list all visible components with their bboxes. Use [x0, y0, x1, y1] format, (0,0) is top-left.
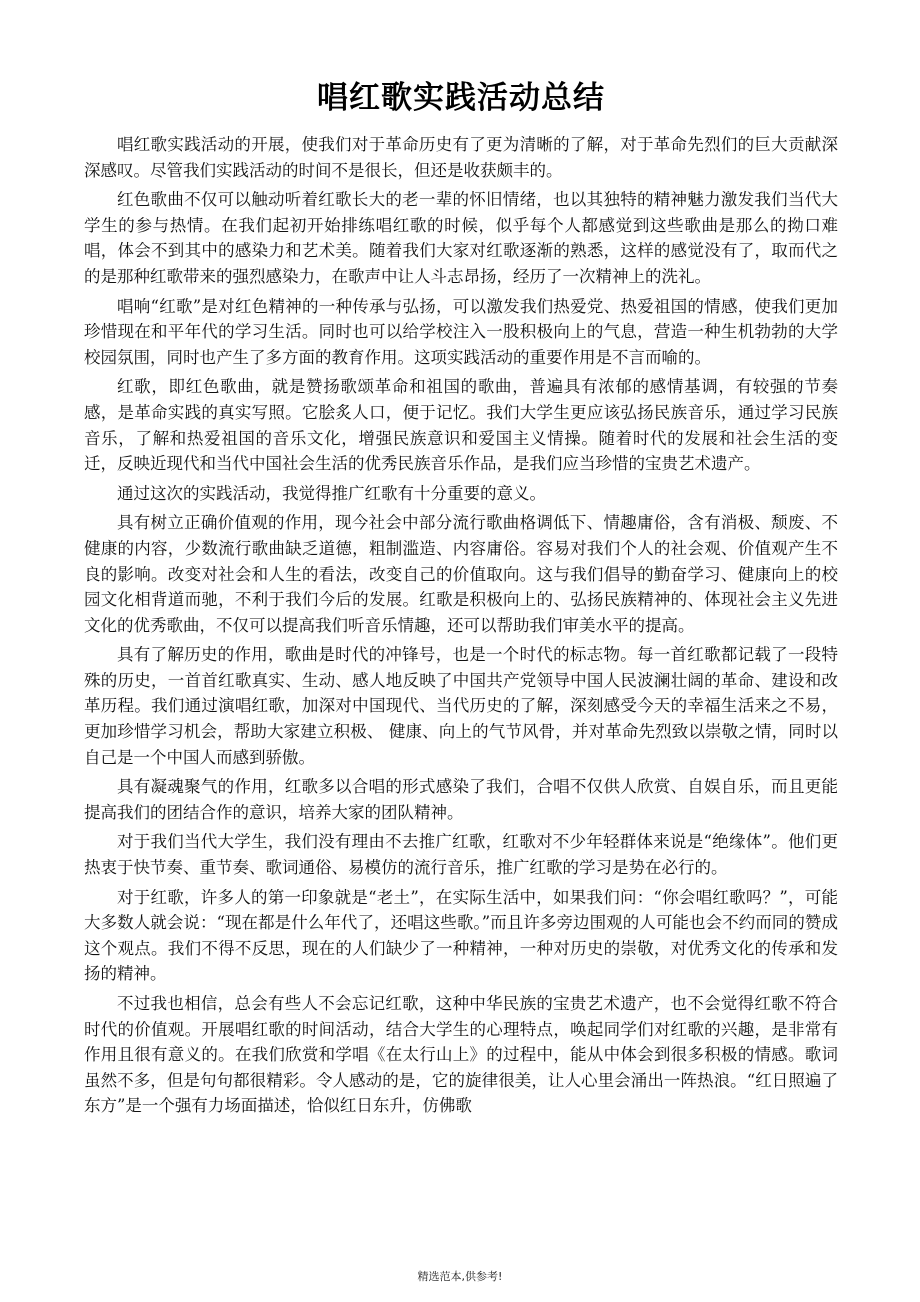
paragraph: 通过这次的实践活动，我觉得推广红歌有十分重要的意义。: [117, 483, 546, 503]
document-title: 唱红歌实践活动总结: [317, 80, 605, 116]
paragraph: 对于红歌，许多人的第一印象就是“老土”，在实际生活中，如果我们问：“你会唱红歌吗？”，可能大多数人就会说：“现在都是什么年代了，还唱这些歌。”而且许多旁边围观的人可能也会不约而同的赞成这个观点。我们不得不反思，现在的人们缺少了一种精神，一种对历史的崇敬，对优秀文化的传承和发扬的精神。: [84, 887, 838, 984]
paragraph: 具有了解历史的作用，歌曲是时代的冲锋号，也是一个时代的标志物。每一首红歌都记载了一段特殊的历史，一首首红歌真实、生动、感人地反映了中国共产党领导中国人民波澜壮阔的革命、建设和改革历程。我们通过演唱红歌，加深对中国现代、当代历史的了解，深刻感受今天的幸福生活来之不易，更加珍惜学习机会，帮助大家建立积极、 健康、向上的气节风骨，并对革命先烈致以崇敬之情，同时以自己是一个中国人而感到骄傲。: [84, 645, 838, 767]
paragraph: 具有树立正确价值观的作用，现今社会中部分流行歌曲格调低下、情趣庸俗，含有消极、颓废、不健康的内容，少数流行歌曲缺乏道德，粗制滥造、内容庸俗。容易对我们个人的社会观、价值观产生不良的影响。改变对社会和人生的看法，改变自己的价值取向。这与我们倡导的勤奋学习、健康向上的校园文化相背道而驰，不利于我们今后的发展。红歌是积极向上的、弘扬民族精神的、体现社会主义先进文化的优秀歌曲，不仅可以提高我们听音乐情趣，还可以帮助我们审美水平的提高。: [84, 513, 838, 635]
page-footer: 精选范本,供参考!: [417, 1270, 503, 1283]
paragraph: 唱红歌实践活动的开展，使我们对于革命历史有了更为清晰的了解，对于革命先烈们的巨大贡献深深感叹。尽管我们实践活动的时间不是很长，但还是收获颇丰的。: [84, 135, 838, 180]
paragraph: 不过我也相信，总会有些人不会忘记红歌，这种中华民族的宝贵艺术遗产，也不会觉得红歌不符合时代的价值观。开展唱红歌的时间活动，结合大学生的心理特点，唤起同学们对红歌的兴趣，是非常有作用且很有意义的。在我们欣赏和学唱《在太行山上》的过程中，能从中体会到很多积极的情感。歌词虽然不多，但是句句都很精彩。令人感动的是，它的旋律很美，让人心里会涌出一阵热浪。“红日照遍了东方”是一个强有力场面描述，恰似红日东升，仿佛歌: [84, 994, 838, 1116]
paragraph: 红色歌曲不仅可以触动听着红歌长大的老一辈的怀旧情绪，也以其独特的精神魅力激发我们当代大学生的参与热情。在我们起初开始排练唱红歌的时候，似乎每个人都感觉到这些歌曲是那么的拗口难唱，体会不到其中的感染力和艺术美。随着我们大家对红歌逐渐的熟悉，这样的感觉没有了，取而代之的是那种红歌带来的强烈感染力，在歌声中让人斗志昂扬，经历了一次精神上的洗礼。: [84, 190, 838, 286]
document-page: [84, 72, 838, 1123]
paragraph: 唱响“红歌”是对红色精神的一种传承与弘扬，可以激发我们热爱党、热爱祖国的情感，使我们更加珍惜现在和平年代的学习生活。同时也可以给学校注入一股积极向上的气息，营造一种生机勃勃的大学校园氛围，同时也产生了多方面的教育作用。这项实践活动的重要作用是不言而喻的。: [84, 296, 838, 367]
paragraph: 具有凝魂聚气的作用，红歌多以合唱的形式感染了我们，合唱不仅供人欣赏、自娱自乐，而且更能提高我们的团结合作的意识，培养大家的团队精神。: [84, 777, 838, 822]
paragraph: 红歌，即红色歌曲，就是赞扬歌颂革命和祖国的歌曲，普遍具有浓郁的感情基调，有较强的节奏感，是革命实践的真实写照。它脍炙人口，便于记忆。我们大学生更应该弘扬民族音乐，通过学习民族音乐，了解和热爱祖国的音乐文化，增强民族意识和爱国主义情操。随着时代的发展和社会生活的变迁，反映近现代和当代中国社会生活的优秀民族音乐作品，是我们应当珍惜的宝贵艺术遗产。: [84, 377, 838, 474]
paragraph: 对于我们当代大学生，我们没有理由不去推广红歌，红歌对不少年轻群体来说是“绝缘体”。他们更热衷于快节奏、重节奏、歌词通俗、易模仿的流行音乐，推广红歌的学习是势在必行的。: [84, 832, 838, 878]
